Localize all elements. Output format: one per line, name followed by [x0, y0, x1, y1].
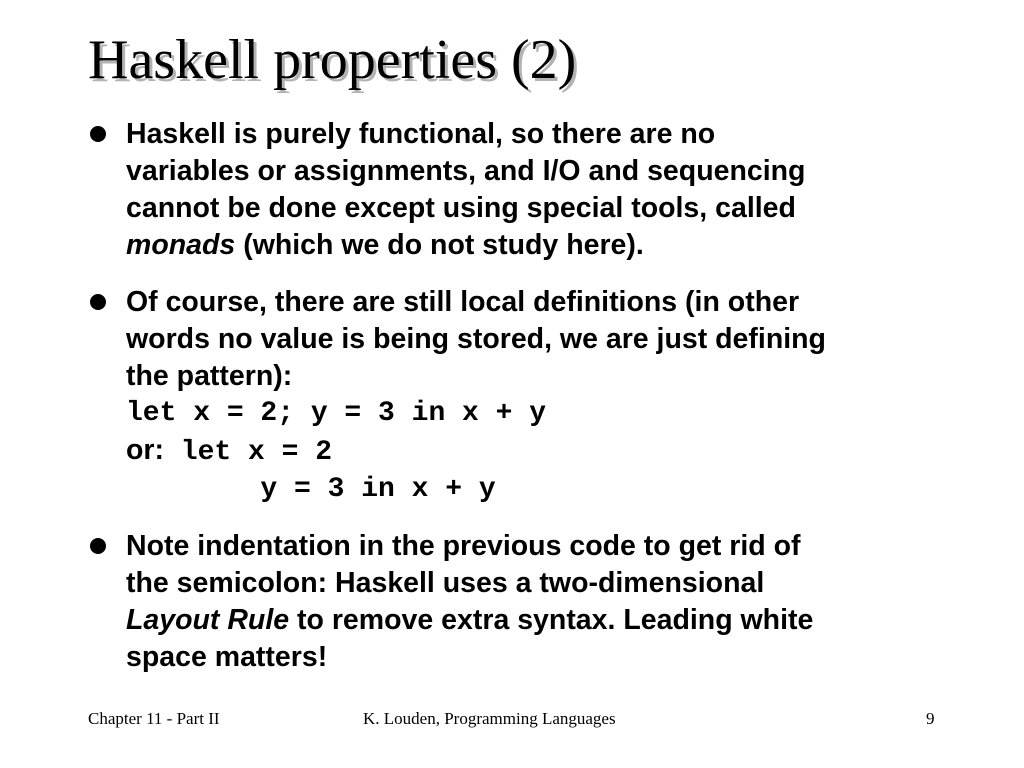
bullet-text-line: variables or assignments, and I/O and sequencing [126, 155, 806, 187]
bullet-text-line: space matters! [126, 641, 328, 673]
bullet-text-line: Of course, there are still local definitions (in other [126, 286, 800, 318]
bullet-text-line: cannot be done except using special tools, called [126, 192, 796, 224]
bullet-text-line [126, 227, 988, 264]
bullet-item-purely-functional [88, 116, 988, 264]
code-line-let: let x = 2 [164, 437, 333, 468]
bullet-text-line: the semicolon: Haskell uses a two-dimensional [126, 567, 765, 599]
or-label: or: [126, 434, 164, 466]
bullet-text-rest: (which we do not study here). [235, 229, 644, 261]
code-line-single: let x = 2; y = 3 in x + y [126, 398, 547, 429]
code-line-or [126, 432, 988, 471]
bullet-dot-icon [90, 126, 106, 142]
code-line-indented: y = 3 in x + y [126, 474, 496, 505]
bullet-item-local-definitions [88, 284, 988, 508]
bullet-list [88, 116, 988, 696]
footer-chapter: Chapter 11 - Part II [88, 709, 220, 728]
footer-author: K. Louden, Programming Languages [363, 709, 616, 728]
slide-title: Haskell properties (2) [88, 29, 577, 91]
footer-page-number: 9 [926, 709, 935, 728]
bullet-text-rest: to remove extra syntax. Leading white [289, 604, 814, 636]
bullet-item-indentation [88, 528, 988, 676]
bullet-text-line [126, 602, 988, 639]
emphasis-layout-rule: Layout Rule [126, 604, 290, 636]
bullet-dot-icon [90, 538, 106, 554]
bullet-text-line: words no value is being stored, we are just defining [126, 323, 826, 355]
emphasis-monads: monads [126, 229, 236, 261]
bullet-text-line: Note indentation in the previous code to get rid of [126, 530, 801, 562]
bullet-text-line: the pattern): [126, 360, 293, 392]
bullet-dot-icon [90, 294, 106, 310]
bullet-text-line: Haskell is purely functional, so there are no [126, 118, 716, 150]
